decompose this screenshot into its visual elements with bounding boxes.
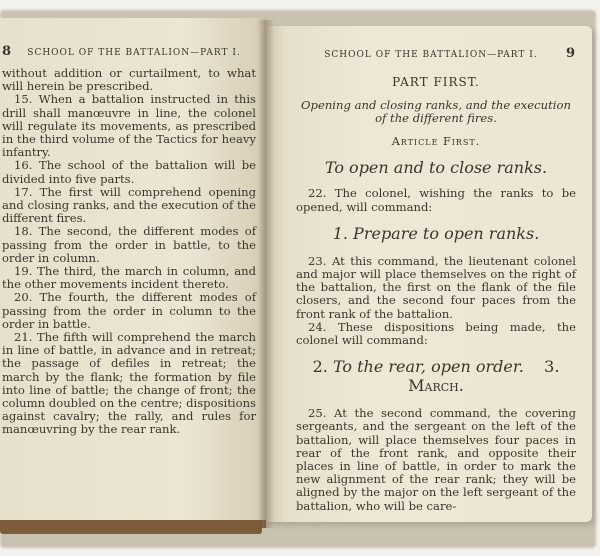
part-subtitle: Opening and closing ranks, and the execution of the different fires. xyxy=(301,98,571,126)
article-subtitle: To open and to close ranks. xyxy=(324,158,548,178)
left-paragraph: 15. When a battalion instructed in this drill shall manœuvre in line, the colonel will regulate its movements, as prescribed in the third volume of the Tactics for heavy infantry. xyxy=(2,92,256,160)
left-paragraph: 17. The first will comprehend opening and closing ranks, and the execution of the different fires. xyxy=(2,184,256,226)
right-page xyxy=(266,26,592,522)
book-cover-edge xyxy=(0,520,262,534)
paragraph-25: 25. At the second command, the covering sergeants, and the sergeant on the left of the battalion, will place themselves four paces in rear of the front rank, and opposite their places in line of battle, in order to mark the new alignment of the rear rank; they will be aligned by the major on the left sergeant of the battalion, who will be care- xyxy=(296,406,576,513)
command-1 xyxy=(296,224,576,243)
left-paragraph: without addition or curtailment, to what will herein be prescribed. xyxy=(2,66,256,94)
command-1-text: 1. Prepare to open ranks. xyxy=(332,223,540,243)
command-2-text: To the rear, open order. xyxy=(332,357,524,377)
left-page-number: 8 xyxy=(2,44,13,59)
paragraph-22: 22. The colonel, wishing the ranks to be opened, will command: xyxy=(296,186,576,214)
command-3-text: 3. March. xyxy=(408,357,560,396)
book-gutter xyxy=(258,20,274,528)
left-page xyxy=(0,18,266,528)
left-paragraph: 18. The second, the different modes of passing from the order in battle, to the order in column. xyxy=(2,224,256,265)
left-running-head-text: SCHOOL OF THE BATTALION—PART I. xyxy=(27,48,241,58)
command-2-number: 2. xyxy=(312,357,328,377)
left-running-head xyxy=(2,44,256,59)
left-paragraph: 20. The fourth, the different modes of passing from the order in column to the order in battle. xyxy=(2,290,256,331)
command-2-3 xyxy=(296,357,576,395)
right-running-head-text: SCHOOL OF THE BATTALION—PART I. xyxy=(324,50,538,60)
left-paragraph: 16. The school of the battalion will be divided into five parts. xyxy=(2,158,256,186)
right-running-head xyxy=(296,46,576,61)
article-title: Article First. xyxy=(391,135,481,149)
paragraph-23: 23. At this command, the lieutenant colonel and major will place themselves on the right of the battalion, the first on the flank of the file closers, and the second four paces from the front rank of the battalion. xyxy=(296,253,576,321)
left-paragraph: 21. The fifth will comprehend the march in line of battle, in advance and in retreat; the passage of defiles in retreat; the march by the flank; the formation by file into line of battle; the change of front; the column doubled on the centre; dispositions against cavalry; the rally, and rules for manœuvring by the rear rank. xyxy=(2,330,256,437)
left-paragraph: 19. The third, the march in column, and the other movements incident thereto. xyxy=(2,264,256,292)
paragraph-24: 24. These dispositions being made, the colonel will command: xyxy=(296,319,576,348)
right-page-number: 9 xyxy=(565,46,576,61)
part-title: PART FIRST. xyxy=(392,75,480,89)
